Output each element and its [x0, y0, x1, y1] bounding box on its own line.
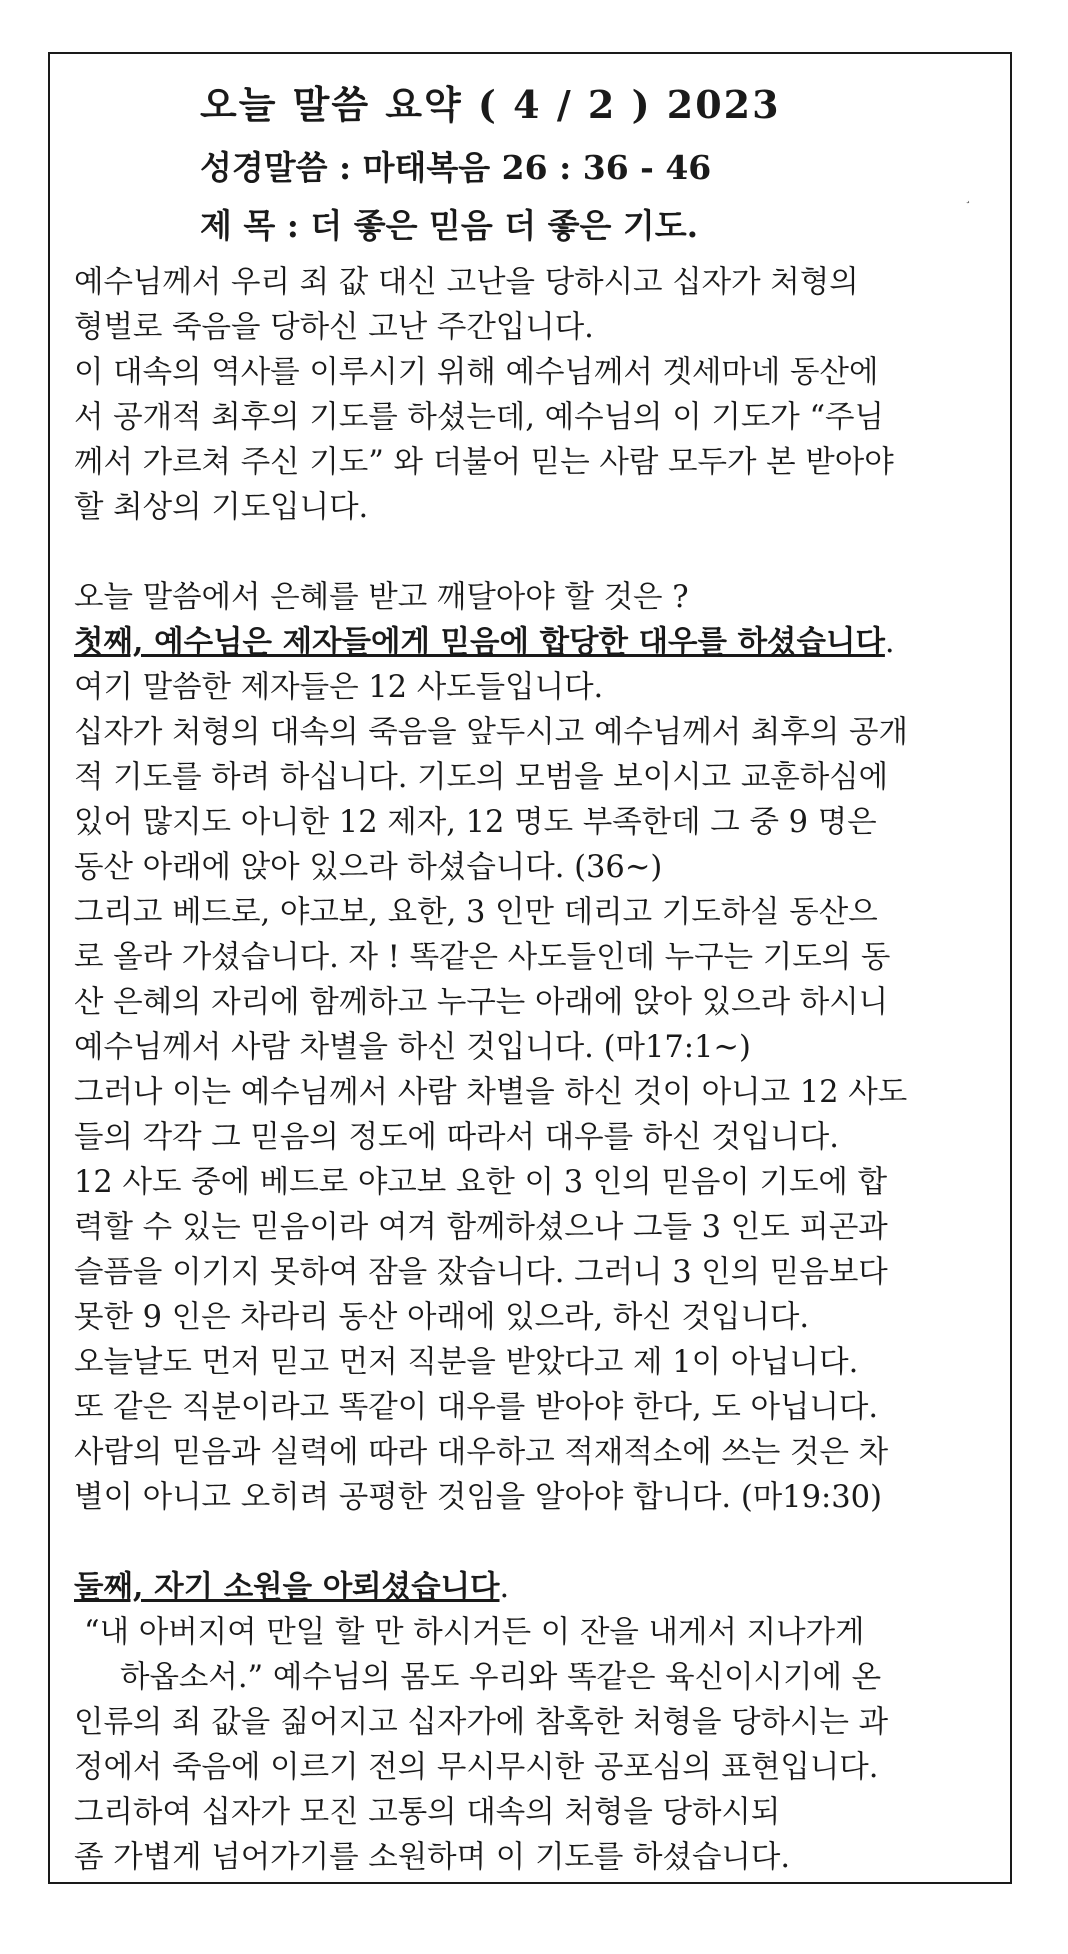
scan-mark: ¸	[965, 190, 971, 204]
text-line: 정에서 죽음에 이르기 전의 무시무시한 공포심의 표현입니다.	[74, 1750, 879, 1785]
point-one-heading-line	[74, 620, 994, 665]
spacer	[74, 1520, 994, 1565]
text-line: 예수님께서 사람 차별을 하신 것입니다. (마17:1~)	[74, 1030, 751, 1065]
text-line: 께서 가르쳐 주신 기도” 와 더불어 믿는 사람 모두가 본 받아야	[74, 445, 894, 480]
text-line: 슬픔을 이기지 못하여 잠을 잤습니다. 그러니 3 인의 믿음보다	[74, 1255, 888, 1290]
text-line: 산 은혜의 자리에 함께하고 누구는 아래에 앉아 있으라 하시니	[74, 985, 889, 1020]
text-line: 그러나 이는 예수님께서 사람 차별을 하신 것이 아니고 12 사도	[74, 1075, 908, 1110]
intro-section	[74, 260, 994, 530]
text-line: 력할 수 있는 믿음이라 여겨 함께하셨으나 그들 3 인도 피곤과	[74, 1210, 888, 1245]
scripture-reference: 성경말씀 : 마태복음 26 : 36 - 46	[200, 148, 712, 187]
text-line: 로 올라 가셨습니다. 자 ! 똑같은 사도들인데 누구는 기도의 동	[74, 940, 891, 975]
question-line: 오늘 말씀에서 은혜를 받고 깨달아야 할 것은 ?	[74, 580, 689, 615]
text-line: 십자가 처형의 대속의 죽음을 앞두시고 예수님께서 최후의 공개	[74, 715, 908, 750]
text-line: 사람의 믿음과 실력에 따라 대우하고 적재적소에 쓰는 것은 차	[74, 1435, 889, 1470]
point-two-heading: 둘째, 자기 소원을 아뢰셨습니다	[74, 1569, 500, 1605]
text-line: 못한 9 인은 차라리 동산 아래에 있으라, 하신 것입니다.	[74, 1300, 810, 1335]
text-line: 좀 가볍게 넘어가기를 소원하며 이 기도를 하셨습니다.	[74, 1840, 791, 1875]
text-line: 여기 말씀한 제자들은 12 사도들입니다.	[74, 670, 604, 705]
point-one-heading: 첫째, 예수님은 제자들에게 믿음에 합당한 대우를 하셨습니다	[74, 624, 885, 660]
text-line: 적 기도를 하려 하십니다. 기도의 모범을 보이시고 교훈하심에	[74, 760, 889, 795]
text-line: 12 사도 중에 베드로 야고보 요한 이 3 인의 믿음이 기도에 합	[74, 1165, 888, 1200]
sermon-subject: 제 목 : 더 좋은 믿음 더 좋은 기도.	[200, 206, 699, 245]
text-line: 형벌로 죽음을 당하신 고난 주간입니다.	[74, 310, 594, 345]
text-line: 예수님께서 우리 죄 값 대신 고난을 당하시고 십자가 처형의	[74, 265, 859, 300]
text-line: 들의 각각 그 믿음의 정도에 따라서 대우를 하신 것입니다.	[74, 1120, 839, 1155]
sermon-summary-frame	[48, 52, 1012, 1884]
quote-line: “내 아버지여 만일 할 만 하시거든 이 잔을 내게서 지나가게	[84, 1615, 865, 1650]
text-line: 서 공개적 최후의 기도를 하셨는데, 예수님의 이 기도가 “주님	[74, 400, 884, 435]
heading-period: .	[884, 625, 895, 660]
text-line: 이 대속의 역사를 이루시기 위해 예수님께서 겟세마네 동산에	[74, 355, 879, 390]
text-line: 있어 많지도 아니한 12 제자, 12 명도 부족한데 그 중 9 명은	[74, 805, 877, 840]
quote-line: 하옵소서.” 예수님의 몸도 우리와 똑같은 육신이시기에 온	[120, 1660, 882, 1695]
page-title: 오늘 말씀 요약 ( 4 / 2 ) 2023	[200, 82, 781, 127]
text-line: 동산 아래에 앉아 있으라 하셨습니다. (36~)	[74, 850, 663, 885]
spacer	[74, 530, 994, 575]
text-line: 인류의 죄 값을 짊어지고 십자가에 참혹한 처형을 당하시는 과	[74, 1705, 889, 1740]
heading-period: .	[499, 1570, 510, 1605]
text-line: 그리하여 십자가 모진 고통의 대속의 처형을 당하시되	[74, 1795, 781, 1830]
point-one-section	[74, 620, 994, 1520]
text-line: 오늘날도 먼저 믿고 먼저 직분을 받았다고 제 1이 아닙니다.	[74, 1345, 859, 1380]
text-line: 또 같은 직분이라고 똑같이 대우를 받아야 한다, 도 아닙니다.	[74, 1390, 879, 1425]
point-two-heading-line	[74, 1565, 994, 1610]
text-line: 별이 아니고 오히려 공평한 것임을 알아야 합니다. (마19:30)	[74, 1480, 882, 1515]
sermon-body	[74, 260, 994, 1880]
point-two-section	[74, 1565, 994, 1880]
text-line: 할 최상의 기도입니다.	[74, 490, 369, 525]
text-line: 그리고 베드로, 야고보, 요한, 3 인만 데리고 기도하실 동산으	[74, 895, 878, 930]
